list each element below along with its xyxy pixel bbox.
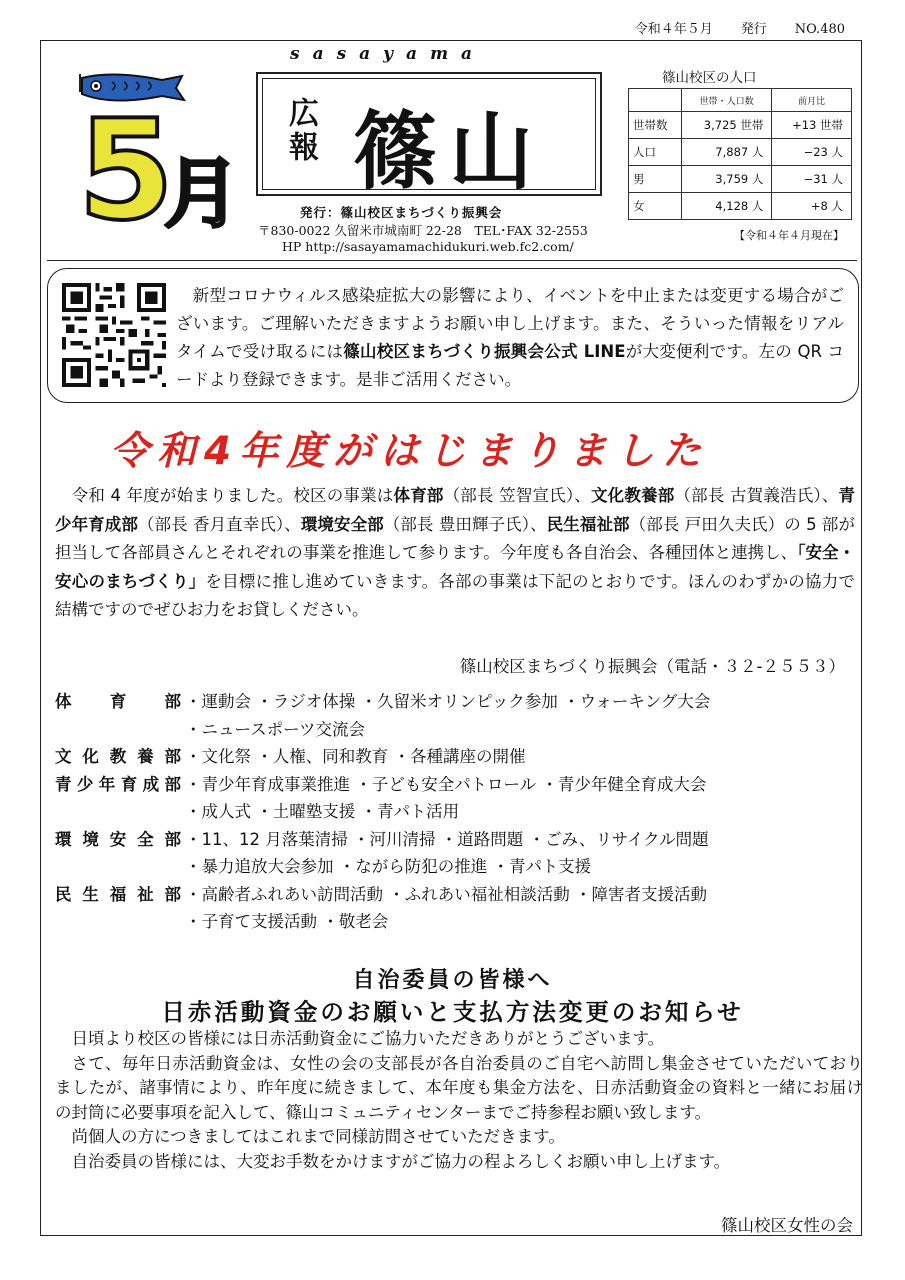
intro-text: 令和 4 年度が始まりました。校区の事業は [71, 486, 394, 505]
list-item [55, 688, 855, 743]
table-row [629, 193, 852, 220]
notice-body: 新型コロナウィルス感染症拡大の影響により、イベントを中止または変更する場合がございます。ご理解いただきますようお願い申し上げます。また、そういった情報をリアルタイムで受け取るには [176, 286, 845, 361]
section-signature: 篠山校区女性の会 [721, 1216, 853, 1235]
row-diff: +8 人 [772, 193, 852, 220]
dept-highlight: 環境安全部 [300, 514, 384, 534]
paragraph: さて、毎年日赤活動資金は、女性の会の支部長が各自治委員のご自宅へ訪問し集金させていただいておりましたが、諸事情により、昨年度に続きまして、本年度も集金方法を、日赤活動資金の資料と一緒にお届けの封筒に必要事項を記入して、篠山コミュニティセンターまでご持参程お願い致します。 [55, 1053, 863, 1122]
headline: 令和4年度がはじまりました [110, 429, 710, 474]
section-body [55, 1027, 863, 1174]
row-diff: +13 世帯 [772, 112, 852, 139]
row-value: 3,725 世帯 [682, 112, 772, 139]
list-item [55, 771, 855, 826]
dept-highlight: 文化教養部 [590, 486, 675, 505]
population-title: 篠山校区の人口 [662, 70, 757, 86]
intro-paragraph [55, 482, 855, 625]
qr-code-icon[interactable] [62, 283, 166, 387]
table-row [629, 112, 852, 139]
table-row [629, 166, 852, 193]
address: 〒830-0022 久留米市城南町 22-28 TEL･FAX 32-2553 [258, 223, 588, 238]
intro-text: （部長 豊田輝子氏）、 [383, 514, 547, 534]
masthead [256, 72, 602, 201]
issue-info [607, 18, 845, 37]
department-list [55, 688, 855, 936]
dept-highlight: 青少年育成部 [55, 486, 856, 534]
paragraph: 自治委員の皆様には、大変お手数をかけますがご協力の程よろしくお願い申し上げます。 [71, 1151, 731, 1171]
dept-highlight: 体育部 [393, 486, 444, 505]
divider [47, 260, 857, 261]
issue-label: 発行 [740, 22, 767, 37]
month-kanji: 月 [164, 149, 240, 230]
department-activities: ・成人式 ・土曜塾支援 ・青パト活用 [185, 802, 460, 821]
row-diff: −31 人 [772, 166, 852, 193]
publisher: 発行：篠山校区まちづくり振興会 [300, 205, 503, 220]
row-label: 女 [629, 193, 682, 220]
row-value: 7,887 人 [682, 139, 772, 166]
notice-line-account: 篠山校区まちづくり振興会公式 LINE [343, 342, 626, 361]
department-name: 環境安全部 [55, 829, 181, 849]
month-numeral: 5 [78, 90, 175, 230]
department-activities: ・運動会 ・ラジオ体操 ・久留米オリンピック参加 ・ウォーキング大会 [185, 692, 711, 711]
department-name: 体育部 [55, 692, 181, 711]
row-label: 人口 [629, 139, 682, 166]
department-name: 青少年育成部 [55, 774, 181, 794]
notice-body-end: が大変便利です。左の QR コードより登録できます。是非ご活用ください。 [176, 342, 845, 389]
table-header [629, 89, 682, 112]
list-item [55, 743, 855, 771]
table-header: 前月比 [772, 89, 852, 112]
department-activities: ・子育て支援活動 ・敬老会 [185, 912, 389, 931]
section-title: 自治委員の皆様へ [352, 968, 553, 993]
table-row [629, 139, 852, 166]
intro-signature: 篠山校区まちづくり振興会（電話・３２-２５５３） [459, 657, 845, 676]
intro-text: （部長 古賀義浩氏）、 [674, 486, 839, 505]
paragraph: 日頃より校区の皆様には日赤活動資金にご協力いただきありがとうございます。 [71, 1029, 665, 1048]
row-diff: −23 人 [772, 139, 852, 166]
list-item [55, 881, 855, 936]
slogan: 「安全・安心のまちづくり」 [55, 543, 856, 591]
population-note: 【令和４年４月現在】 [734, 229, 844, 242]
department-activities: ・青少年育成事業推進 ・子ども安全パトロール ・青少年健全育成大会 [185, 774, 707, 794]
dept-highlight: 民生福祉部 [546, 514, 630, 534]
masthead-title: 篠山 [353, 102, 546, 201]
paragraph: 尚個人の方につきましてはこれまで同様訪問させていただきます。 [71, 1127, 565, 1146]
row-value: 4,128 人 [682, 193, 772, 220]
row-value: 3,759 人 [682, 166, 772, 193]
department-activities: ・ニュースポーツ交流会 [185, 719, 366, 739]
department-activities: ・文化祭 ・人権、同和教育 ・各種講座の開催 [185, 747, 526, 766]
issue-date: 令和４年５月 [634, 22, 713, 37]
row-label: 男 [629, 166, 682, 193]
intro-text: を目標に推し進めていきます。各部の事業は下記のとおりです。ほんのわずかの協力で結構ですのでぜひお力をお貸しください。 [55, 571, 855, 619]
issue-number: NO.480 [794, 22, 845, 37]
intro-text: （部長 香月直幸氏）、 [137, 514, 301, 534]
row-label: 世帯数 [629, 112, 682, 139]
department-activities: ・高齢者ふれあい訪問活動 ・ふれあい福祉相談活動 ・障害者支援活動 [185, 884, 707, 904]
notice-text [176, 282, 844, 394]
department-name: 文化教養部 [55, 747, 181, 766]
list-item [55, 826, 855, 881]
section-subtitle: 日赤活動資金のお願いと支払方法変更のお知らせ [161, 998, 744, 1026]
koho-label: 広報 [283, 97, 318, 165]
intro-text: （部長 笠智宣氏）、 [443, 486, 591, 505]
department-activities: ・暴力追放大会参加 ・ながら防犯の推進 ・青パト支援 [185, 857, 592, 876]
intro-text: （部長 戸田久夫氏）の 5 部が担当して各部員さんとそれぞれの事業を推進して参ります。今年度も各自治会、各種団体と連携し、 [55, 514, 856, 562]
population-table [628, 88, 852, 220]
table-header: 世帯・人口数 [682, 89, 772, 112]
website-link[interactable]: HP http://sasayamamachidukuri.web.fc2.com/ [282, 239, 574, 254]
table-header-row [629, 89, 852, 112]
department-name: 民生福祉部 [55, 884, 181, 904]
month-logo [72, 70, 242, 230]
department-activities: ・11、12 月落葉清掃 ・河川清掃 ・道路問題 ・ごみ、リサイクル問題 [185, 829, 709, 849]
brand-roman: sasayama [290, 44, 486, 64]
